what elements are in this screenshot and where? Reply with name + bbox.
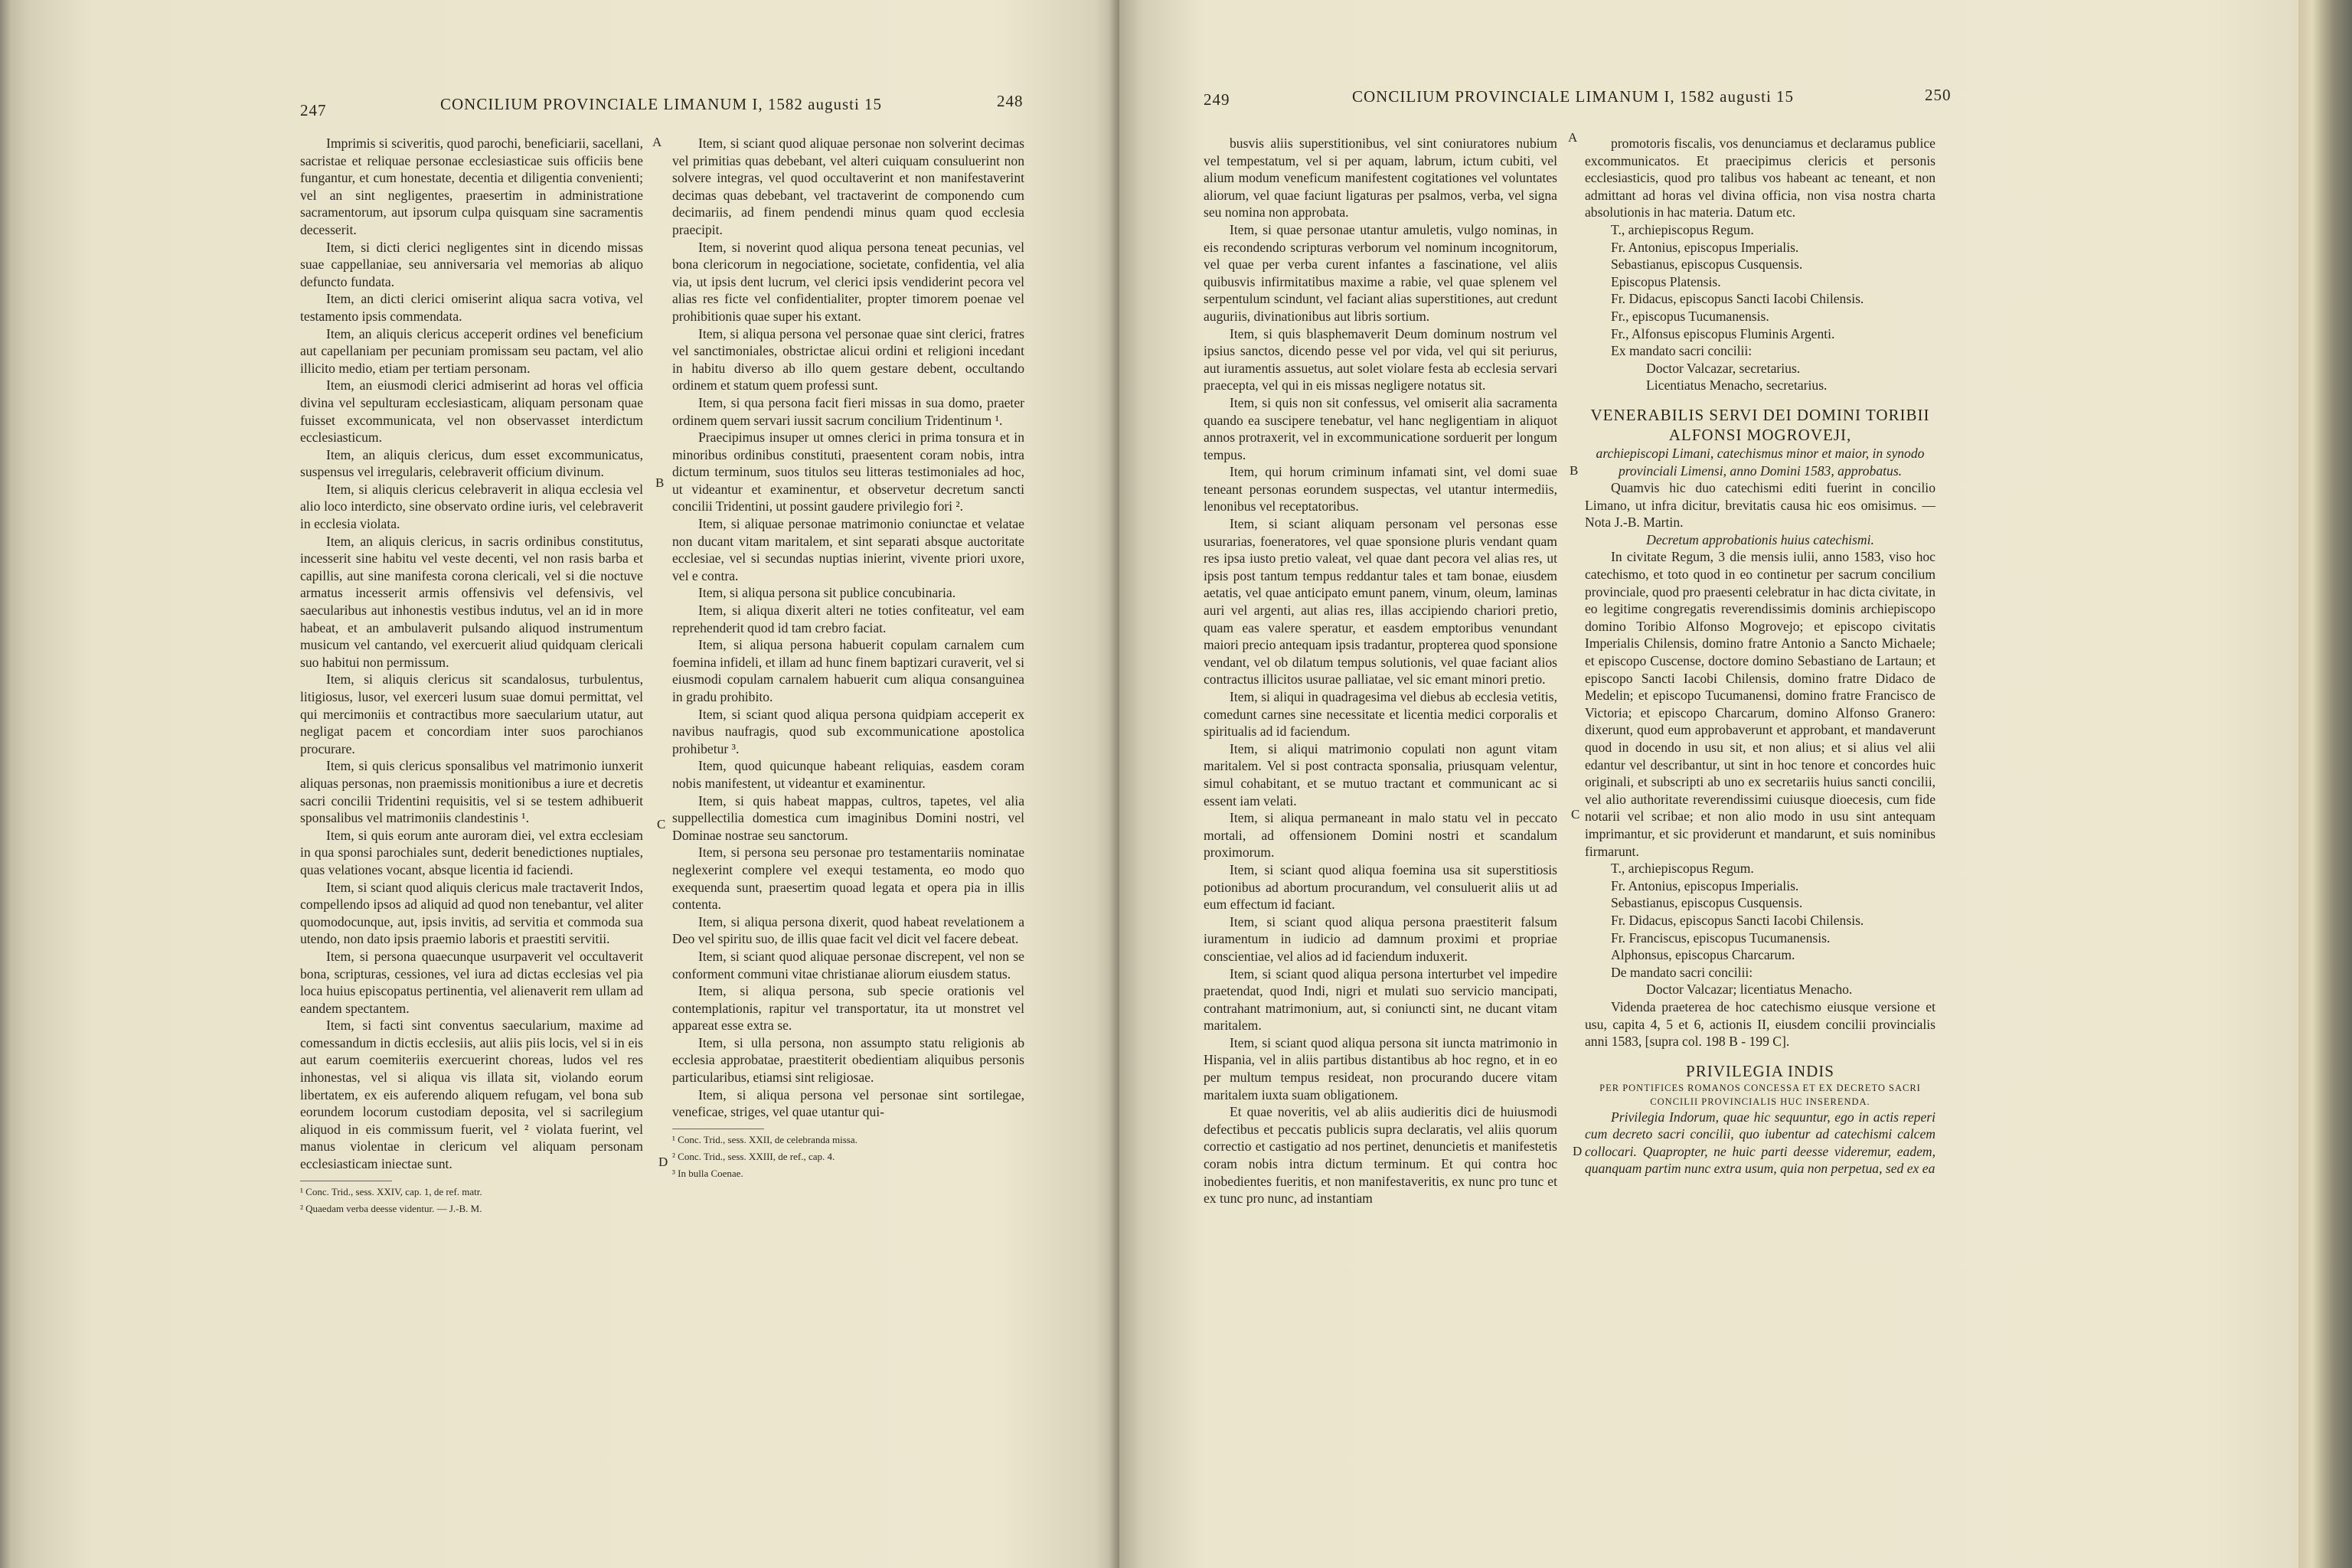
- left-running-header: [0, 86, 1119, 119]
- page-number: 249: [1204, 90, 1230, 109]
- paragraph: Privilegia Indorum, quae hic sequuntur, ego in actis reperi cum decreto sacri concilii, quo iubentur ad catechismi calcem collocari. Quapropter, ne huic parti deesse videremur, eadem, quanquam partim nunc extra usum, quia non perpetua, sed ex ea: [1585, 1109, 1936, 1177]
- paragraph: Item, si sciant quod aliquae personae discrepent, vel non se conforment communi vitae christianae aliorum eiusdem status.: [672, 948, 1024, 982]
- paragraph: Item, quod quicunque habeant reliquias, easdem coram nobis manifestent, ut videantur et examinentur.: [672, 758, 1024, 791]
- right-column-1: [1204, 135, 1557, 1498]
- paragraph: Item, si persona quaecunque usurpaverit vel occultaverit bona, scripturas, cessiones, vel iura ad dictas ecclesias vel pia loca huius episcopatus pertinentia, vel alienaverit rem ullam ad eandem spectantem.: [300, 948, 643, 1016]
- right-running-header: [1119, 86, 2298, 116]
- right-column-2: [1585, 135, 1936, 1498]
- signature-line: Fr., Alfonsus episcopus Fluminis Argenti.: [1611, 325, 1835, 341]
- section-subheading: archiepiscopi Limani, catechismus minor et maior, in synodo provinciali Limensi, anno Domini 1583, approbatus.: [1596, 445, 1925, 479]
- paragraph: Item, qui horum criminum infamati sint, vel domi suae teneant personas eorundem suspectas, vel utantur intermediis, lenonibus vel receptatoribus.: [1204, 464, 1557, 514]
- paragraph: Item, si aliqua persona habuerit copulam carnalem cum foemina infideli, et illam ad hunc finem baptizari curaverit, vel si eiusmodi copulam carnalem habuerit cum aliqua consanguinea in gradu prohibito.: [672, 637, 1024, 704]
- margin-letter: A: [1568, 130, 1578, 145]
- paragraph: Item, si aliquae personae matrimonio coniunctae et velatae non ducant vitam maritalem, et sint separati absque auctoritate ecclesiae, vel si secundas nuptias inierint, vivente priori uxore, vel e contra.: [672, 516, 1024, 583]
- paragraph: Item, si quis clericus sponsalibus vel matrimonio iunxerit aliquas personas, non praemissis monitionibus a iure et decretis sacri concilii Tridentini requisitis, vel si se testem adhibuerit sponsalibus vel matrimoniis clandestinis ¹.: [300, 758, 643, 826]
- signature-line: Fr. Antonius, episcopus Imperialis.: [1611, 877, 1799, 893]
- paragraph: Item, si noverint quod aliqua persona teneat pecunias, vel bona clericorum in negociatione, societate, confidentia, vel alia via, ut ipsis dent lucrum, vel clerici ipsis vendiderint pecora vel alias res ficte vel confidentialiter, propter timorem poenae vel prohibitionis quae super his extant.: [672, 239, 1024, 324]
- paragraph: Item, si quis non sit confessus, vel omiserit alia sacramenta quando ea suscipere tenebatur, vel hanc negligentiam in aliquot annos protraxerit, vel in excommunicatione sorduerit per longum tempus.: [1204, 394, 1557, 462]
- paragraph: Item, si aliquis clericus sit scandalosus, turbulentus, litigiosus, lusor, vel exerceri lusum suae domui permittat, vel qui mercimoniis et contractibus more saecularium utatur, aut negligat pacem et concordiam inter suos parochianos procurare.: [300, 671, 643, 756]
- paragraph: Item, an eiusmodi clerici admiserint ad horas vel officia divina vel sepulturam ecclesiasticam, aliquam personam quae fuisset excommunicata, vel non observasset interdictum ecclesiasticum.: [300, 377, 643, 446]
- paragraph: Item, an aliquis clericus, in sacris ordinibus constitutus, incesserit sine habitu vel veste decenti, vel non rasis barba et capillis, aut sine manifesta corona clericali, vel si die noctuve armatus incesserit armis offensivis vel defensivis, vel saecularibus aut inhonestis vestibus indutus, vel an id in more habeat, et an ambulaverit pulsando aliquod instrumentum musicum vel cantando, vel exercuerit aliud quidquam clericali suo habitui non permissum.: [300, 533, 643, 670]
- signature-line: T., archiepiscopus Regum.: [1611, 221, 1754, 237]
- signature-line: Fr. Antonius, episcopus Imperialis.: [1611, 239, 1799, 255]
- paragraph: Item, si quis blasphemaverit Deum dominum nostrum vel ipsius sanctos, dicendo pesse vel por vida, vel qui sit periurus, aut iuramentis assuetus, aut solet violare festa ab ecclesia servari praecepta, vel qui in eis missas negligere notatus sit.: [1204, 325, 1557, 394]
- footnote: ¹ Conc. Trid., sess. XXIV, cap. 1, de ref. matr.: [300, 1185, 482, 1197]
- paragraph: Item, si aliqua persona dixerit, quod habeat revelationem a Deo vel spiritu suo, de illis quae facit vel dicit vel facere debeat.: [672, 913, 1024, 947]
- right-page-edge: [2298, 0, 2352, 1568]
- paragraph: Item, si sciant quod aliqua foemina usa sit superstitiosis potionibus ad abortum procurandum, vel consuluerit aliis ut ad eum effectum id faciant.: [1204, 861, 1557, 913]
- paragraph: Item, si ulla persona, non assumpto statu religionis ab ecclesia approbatae, praestiterit obedientiam aliquibus personis particularibus, etiamsi sint religiosae.: [672, 1034, 1024, 1086]
- signature-line: Fr. Didacus, episcopus Sancti Iacobi Chilensis.: [1611, 291, 1864, 307]
- section-heading: VENERABILIS SERVI DEI DOMINI TORIBII ALFONSI MOGROVEJI,: [1590, 405, 1930, 444]
- left-column-1: [300, 135, 643, 1513]
- margin-letter: C: [657, 817, 666, 831]
- paragraph: Item, an dicti clerici omiserint aliqua sacra votiva, vel testamento ipsis commendata.: [300, 291, 643, 324]
- paragraph: promotoris fiscalis, vos denunciamus et declaramus publice excommunicatos. Et praecipimus clericis et personis ecclesiasticis, quod pro talibus vos habeant ac teneant, et non admittant ad horas vel divina officia, non visa nostra charta absolutionis in hac materia. Datum etc.: [1585, 136, 1936, 220]
- footnote: ³ In bulla Coenae.: [672, 1167, 743, 1179]
- paragraph: Item, si aliqua permaneant in malo statu vel in peccato mortali, ad offensionem Domini nostri et scandalum proximorum.: [1204, 810, 1557, 861]
- paragraph: Item, si dicti clerici negligentes sint in dicendo missas suae cappellaniae, seu anniversaria vel memorias ab aliquo defuncto fundata.: [300, 239, 643, 289]
- page-number: 248: [997, 92, 1024, 110]
- paragraph: In civitate Regum, 3 die mensis iulii, anno 1583, viso hoc catechismo, et toto quod in eo continetur per sacrum concilium provinciale, quod pro praesenti celebratur in hac dicta civitate, in eo legitime congregatis reverendissimis dominis archiepiscopo domino Toribio Alfonso Mogrovejo; et episcopo civitatis Imperialis Chilensis, domino fratre Antonio a Sancto Michaele; et episcopo Cuscense, doctore domino Sebastiano de Lartaun; et episcopo Sancti Iacobi Chilensis, domino fratre Didaco de Medelin; et episcopo Tucumanensi, domino fratre Francisco de Victoria; et episcopo Charcarum, domino Alfonso Granero: dixerunt, quod eum approbaverunt et approbant, et mandaverunt quod in docendo in usu sit, et non alius; et si alius vel alii edantur vel describantur, ut sint in hoc tenore et concordes huic originali, et subscripti ab uno ex secretariis huius sancti concilii, vel alio authoritate reverendissimi cuiusque dioecesis, cum fide notarii vel scribae; et non alio modo in usu sint antequam imprimantur, et sic providerunt et mandarunt, et suis nominibus firmarunt.: [1585, 549, 1936, 859]
- paragraph: Item, si sciant quod aliqua persona praestiterit falsum iuramentum in iudicio ad damnum proximi et propriae conscientiae, vel alios ad id faciendum induxerit.: [1204, 913, 1557, 964]
- margin-letter: B: [655, 475, 665, 490]
- paragraph: Item, si quae personae utantur amuletis, vulgo nominas, in eis recondendo scripturas verborum vel nominum incognitorum, vel quae per verba curent infantes a fascinatione, vel aliis quibusvis infirmitatibus maxime a rabie, vel quae splenem vel serpentulum scindunt, vel faciant alias superstitiones, aut credunt auguriis, divinationibus aut libris sortium.: [1204, 221, 1557, 324]
- margin-letter: A: [652, 135, 662, 149]
- paragraph: Item, si sciant aliquam personam vel personas esse usurarias, foeneratores, vel quae sponsione pluris vendant quam res ipsa iusto pretio valeat, vel quae dant pecora vel alias res, ut ipsis post tantum tempus reddantur tales et tam bonae, eiusdem aetatis, vel quae anticipato emunt panem, vinum, oleum, laminas auri vel argenti, aut alias res, illas accipiendo chariori pretio, quam eas valere speratur, et easdem emptoribus venundant maiori precio antequam ipsis tradantur, propterea quod sponsione vendant, vel ob dilatum tempus solutionis, vel quae faciant alios contractus illicitos usurae palliatae, vel sic emant minori pretio.: [1204, 516, 1557, 688]
- paragraph: Item, an aliquis clericus, dum esset excommunicatus, suspensus vel irregularis, celebraverit officium divinum.: [300, 446, 643, 480]
- paragraph: Item, si sciant quod aliqua persona quidpiam acceperit ex navibus naufragis, quod sub excommunicatione apostolica prohibetur ³.: [672, 706, 1024, 756]
- right-page: [1119, 0, 2298, 1568]
- paragraph: Item, si quis eorum ante auroram diei, vel extra ecclesiam in qua sponsi parochiales sunt, dederit benedictiones nuptiales, quas velationes vocant, absque licentia id faciendi.: [300, 827, 643, 877]
- mandate-line: De mandato sacri concilii:: [1611, 964, 1753, 980]
- margin-letter: B: [1570, 463, 1579, 478]
- paragraph: Item, si aliqua dixerit alteri ne toties confiteatur, vel eam reprehenderit quod id tam crebro faciat.: [672, 603, 1024, 635]
- signature-line: Fr., episcopus Tucumanensis.: [1611, 308, 1769, 324]
- page-number: 250: [1925, 86, 1952, 104]
- secretary-line: Doctor Valcazar, secretarius.: [1646, 360, 1801, 376]
- paragraph: Item, an aliquis clericus acceperit ordines vel beneficium aut capellaniam per pecuniam promissam seu pactam, vel alio illicito medio, etiam per tertiam personam.: [300, 325, 643, 376]
- decree-heading: Decretum approbationis huius catechismi.: [1646, 531, 1874, 547]
- editor-note: Videnda praeterea de hoc catechismo eiusque versione et usu, capita 4, 5 et 6, actionis II, eiusdem concilii provincialis anni 1583, [supra col. 198 B - 199 C].: [1585, 998, 1936, 1050]
- page-number: 247: [300, 101, 327, 119]
- margin-letter: D: [658, 1155, 668, 1169]
- paragraph: Praecipimus insuper ut omnes clerici in prima tonsura et in minoribus ordinibus constituti, praesentent coram nobis, intra dictum terminum, suos titulos seu litteras testimoniales ad hoc, ut videantur et examinentur, et observetur decretum sancti concilii Tridentini, ut possint gaudere privilegio fori ².: [672, 430, 1024, 514]
- paragraph: Item, si quis habeat mappas, cultros, tapetes, vel alia suppellectilia domestica cum imaginibus Domini nostri, vel Dominae nostrae seu sanctorum.: [672, 792, 1024, 843]
- left-page-edge: [0, 0, 11, 1568]
- section-subheading: PER PONTIFICES ROMANOS CONCESSA ET EX DECRETO SACRI CONCILII PROVINCIALIS HUC INSERENDA.: [1599, 1082, 1921, 1107]
- editor-note: Quamvis hic duo catechismi editi fuerint in concilio Limano, ut infra dicitur, brevitatis causa hic eos omisimus. — Nota J.-B. Martin.: [1585, 480, 1936, 531]
- margin-letter: C: [1571, 807, 1580, 822]
- left-page: [0, 0, 1119, 1568]
- paragraph: Item, si sciant quod aliqua persona sit iuncta matrimonio in Hispania, vel in aliis partibus distantibus ab hoc regno, et in eo per multum tempus resideat, non procurando ducere vitam maritalem iuxta suam obligationem.: [1204, 1034, 1557, 1102]
- paragraph: Item, si sciant quod aliquae personae non solverint decimas vel primitias quas debebant, vel alteri cuiquam consuluerint non solvere integras, vel quod occultaverint et non manifestaverint decimas quas debebant, vel tractaverint de componendo cum decimariis, ad finem pendendi minus quam quod ecclesia praecipit.: [672, 136, 1024, 237]
- footnote: ² Conc. Trid., sess. XXIII, de ref., cap. 4.: [672, 1150, 835, 1162]
- paragraph: Item, si qua persona facit fieri missas in sua domo, praeter ordinem quem servari iussit sacrum concilium Tridentinum ¹.: [672, 394, 1024, 428]
- paragraph: Item, si persona seu personae pro testamentariis nominatae neglexerint complere vel exequi testamenta, eo modo quo exequenda sunt, praesertim quoad legata et opera pia in illis contenta.: [672, 844, 1024, 913]
- paragraph: Item, si aliqua persona vel personae quae sint clerici, fratres vel sanctimoniales, obstrictae alicui ordini et religioni incedant in habitu diverso ab illo quem gestare debent, occultando ordinem et statum quem professi sunt.: [672, 325, 1024, 394]
- secretary-line: Doctor Valcazar; licentiatus Menacho.: [1646, 982, 1853, 998]
- left-column-2: [672, 135, 1024, 1513]
- paragraph: Item, si aliqui in quadragesima vel diebus ab ecclesia vetitis, comedunt carnes sine necessitate et licentia medici corporalis et spiritualis ad id faciendum.: [1204, 689, 1557, 740]
- running-title: CONCILIUM PROVINCIALE LIMANUM I, 1582 augusti 15: [440, 95, 883, 113]
- section-heading: PRIVILEGIA INDIS: [1686, 1061, 1834, 1080]
- paragraph: Item, si aliqua persona sit publice concubinaria.: [698, 585, 956, 601]
- signature-line: T., archiepiscopus Regum.: [1611, 861, 1754, 877]
- paragraph: Item, si aliquis clericus celebraverit in aliqua ecclesia vel alio loco interdicto, sine observato ordine iuris, vel celebraverit in ecclesia violata.: [300, 481, 643, 532]
- signature-line: Fr. Franciscus, episcopus Tucumanensis.: [1611, 929, 1831, 946]
- footnote: ² Quaedam verba deesse videntur. — J.-B. M.: [300, 1202, 482, 1214]
- paragraph: Imprimis si sciveritis, quod parochi, beneficiarii, sacellani, sacristae et reliquae personae ecclesiasticae suis officiis bene fungantur, et cum honestate, decentia et diligentia convenienti; vel an sint negligentes, praesertim in administratione sacramentorum, aut ipsorum culpa quisquam sine sacramentis decesserit.: [300, 136, 643, 237]
- paragraph: Item, si facti sint conventus saecularium, maxime ad comessandum in dictis ecclesiis, aut aliis piis locis, vel si in eis aut earum coemiteriis exercuerint choreas, ludos vel res inhonestas, vel si aliqua vis illata sit, violando eorum libertatem, ex eis auferendo aliquem refugam, vel bona sub eorundem locorum custodiam deposita, vel si sacrilegium aliquod in eis commissum fuerit, vel ² violata fuerint, vel manus violentae in clericum vel aliquam personam ecclesiasticam iniectae sunt.: [300, 1018, 643, 1172]
- paragraph: Item, si aliqui matrimonio copulati non agunt vitam maritalem. Vel si post contracta sponsalia, priusquam velentur, simul cohabitant, et se mutuo tractant et communicant ac si essent iam velati.: [1204, 740, 1557, 808]
- signature-line: Alphonsus, episcopus Charcarum.: [1611, 947, 1795, 963]
- paragraph: Et quae noveritis, vel ab aliis audieritis dici de huiusmodi defectibus et peccatis publicis supra declaratis, vel aliis quorum correctio et castigatio ad nos pertinet, denuncietis et manifestetis coram nobis intra dictum terminum. Et qui contra hoc inobedientes fueritis, et non manifestaveritis, ex nunc pro tunc et ex tunc pro nunc, ad instantiam: [1204, 1104, 1557, 1207]
- margin-letter: D: [1573, 1144, 1583, 1158]
- signature-line: Episcopus Platensis.: [1611, 273, 1721, 289]
- paragraph: Item, si aliqua persona vel personae sint sortilegae, veneficae, striges, vel quae utantur qui-: [672, 1086, 1024, 1120]
- footnote: ¹ Conc. Trid., sess. XXII, de celebranda missa.: [672, 1133, 858, 1145]
- running-title: CONCILIUM PROVINCIALE LIMANUM I, 1582 augusti 15: [1352, 87, 1795, 106]
- signature-line: Sebastianus, episcopus Cusquensis.: [1611, 256, 1803, 273]
- mandate-line: Ex mandato sacri concilii:: [1611, 343, 1753, 359]
- paragraph: busvis aliis superstitionibus, vel sint coniuratores nubium vel tempestatum, vel si per aquam, labrum, ictum cubiti, vel alium modum veneficum manifestent cogitationes vel voluntates aliorum, vel quae faciunt ligaturas per psalmos, verba, vel signa seu nomina non approbata.: [1204, 136, 1557, 220]
- paragraph: Item, si sciant quod aliqua persona interturbet vel impedire praetendat, quod Indi, nigri et mulati suo servicio mancipati, contrahant matrimonium, aut, si coniuncti sint, ne ducant vitam maritalem.: [1204, 965, 1557, 1034]
- signature-line: Fr. Didacus, episcopus Sancti Iacobi Chilensis.: [1611, 912, 1864, 928]
- paragraph: Item, si aliqua persona, sub specie orationis vel contemplationis, rapitur vel transportatur, ita ut monstret vel appareat esse extra se.: [672, 983, 1024, 1034]
- paragraph: Item, si sciant quod aliquis clericus male tractaverit Indos, compellendo ipsos ad aliquid ad quod non tenebantur, vel aliter quomodocunque, aut, ipsis invitis, ad servitia et commoda sua utendo, non dato ipsis praemio laboris et praestiti servitii.: [300, 879, 643, 947]
- signature-line: Sebastianus, episcopus Cusquensis.: [1611, 895, 1803, 911]
- secretary-line: Licentiatus Menacho, secretarius.: [1646, 377, 1828, 394]
